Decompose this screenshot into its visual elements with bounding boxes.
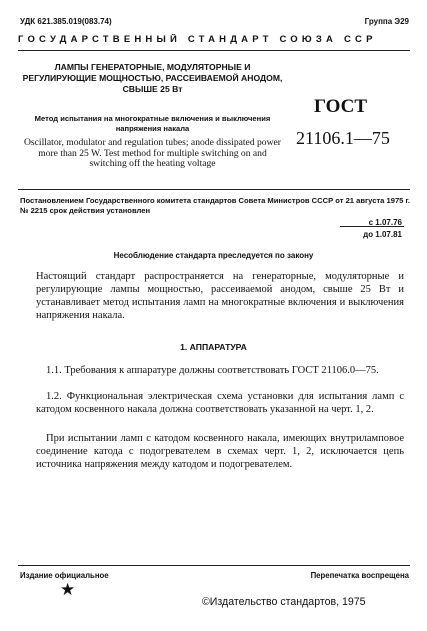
middle-divider (18, 189, 410, 190)
intro-paragraph: Настоящий стандарт распространяется на генераторные, модуляторные и регулирующие лампы мощностью, рассеиваемой анодом, свыше 25 Вт и устанавливает метод испытания ламп на многократные включения и выключения напряжения накала. (36, 271, 404, 321)
top-divider (18, 50, 410, 51)
decree-text: Постановлением Государственного комитета стандартов Совета Министров СССР от 21 августа 1975 г. № 2215 срок действия установлен (20, 196, 411, 215)
paragraph-cathode-note: При испытании ламп с катодом косвенного накала, имеющих внутриламповое соединение катода с подогревателем в схемах черт. 1, 2, исключается цепь источника напряжения между катодом и подогревателем. (36, 433, 404, 470)
method-subtitle-russian: Метод испытания на многократные включения и выключения напряжения накала (34, 114, 271, 133)
official-edition-label: Издание официальное (20, 571, 109, 580)
effective-date-from: с 1.07.76 (368, 218, 402, 227)
bottom-divider (18, 565, 410, 566)
date-underline (340, 226, 404, 227)
star-icon: ★ (60, 580, 76, 599)
gost-number: 21106.1—75 (296, 128, 390, 148)
gost-label: ГОСТ (314, 96, 368, 117)
reprint-prohibited-label: Перепечатка воспрещена (310, 571, 409, 580)
udk-code: УДК 621.385.019(083.74) (20, 17, 112, 26)
document-title-russian: ЛАМПЫ ГЕНЕРАТОРНЫЕ, МОДУЛЯТОРНЫЕ И РЕГУЛИРУЮЩИЕ МОЩНОСТЬЮ, РАССЕИВАЕМОЙ АНОДОМ, СВЫШЕ 25 Вт (22, 62, 283, 94)
copyright-notice: ©Издательство стандартов, 1975 (202, 596, 366, 608)
group-code: Группа Э29 (364, 17, 409, 26)
effective-date-to: до 1.07.81 (363, 230, 402, 239)
paragraph-1-2: 1.2. Функциональная электрическая схема установки для испытания ламп с катодом косвенного накала должна соответствовать указанной на черт. 1, 2. (36, 391, 404, 415)
state-standard-heading: ГОСУДАРСТВЕННЫЙ СТАНДАРТ СОЮЗА ССР (18, 34, 377, 45)
section-title-apparatus: 1. АППАРАТУРА (180, 342, 247, 352)
paragraph-1-1: 1.1. Требования к аппаратуре должны соответствовать ГОСТ 21106.0—75. (46, 365, 379, 376)
legal-warning: Несоблюдение стандарта преследуется по закону (113, 251, 314, 260)
document-title-english: Oscillator, modulator and regulation tubes; anode dissipated power more than 25 W. Test method for multiple switching on and switching off the heating voltage (24, 137, 281, 170)
